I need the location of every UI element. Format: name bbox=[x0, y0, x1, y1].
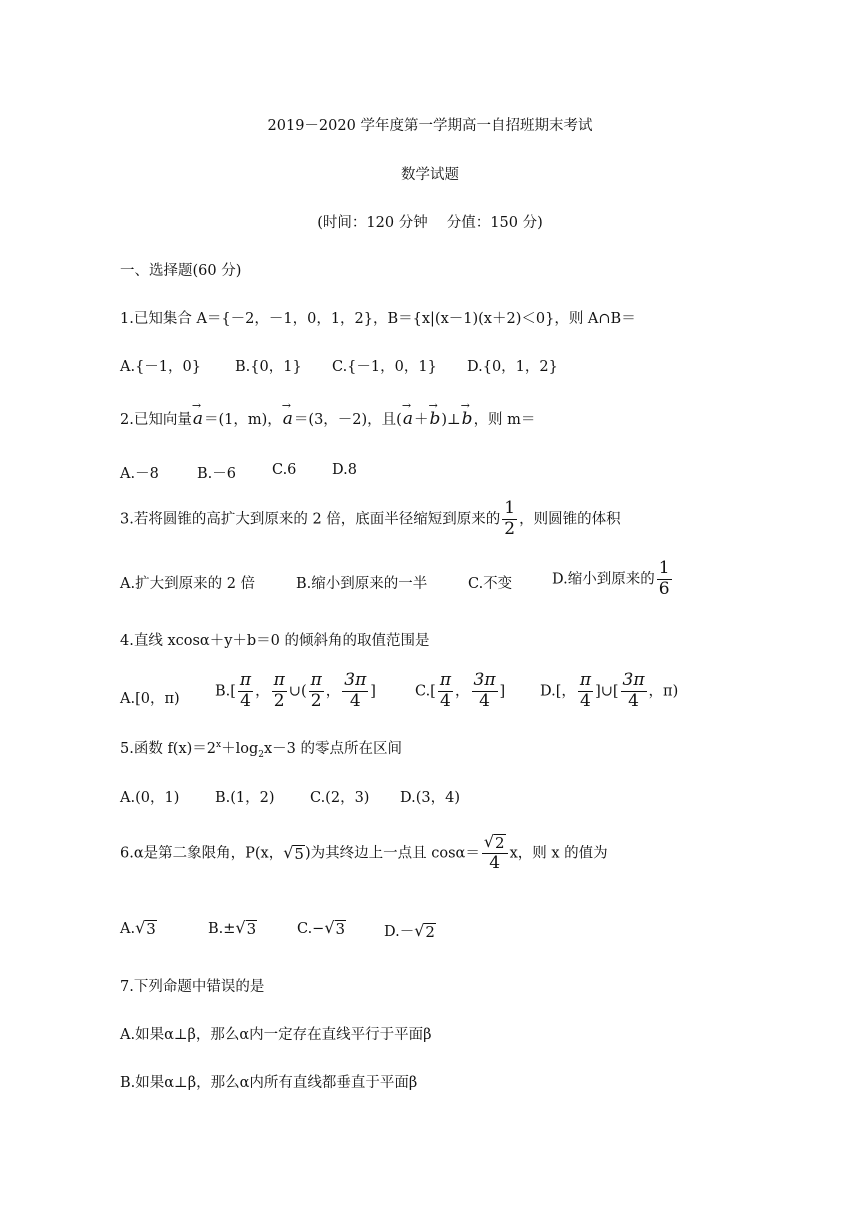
q4b-comma2: ， bbox=[325, 683, 341, 700]
q5-option-a: A.(0，1) bbox=[120, 790, 180, 806]
exam-title: 2019－2020 学年度第一学期高一自招班期末考试 bbox=[267, 118, 593, 134]
q4c-comma: ， bbox=[455, 683, 470, 700]
q6-sqrt5 bbox=[283, 842, 305, 863]
q3-suffix: ，则圆锥的体积 bbox=[519, 511, 621, 528]
q4d-close: ] bbox=[595, 683, 601, 700]
q4c-frac2 bbox=[472, 672, 498, 711]
q3-option-d-text: D.缩小到原来的 bbox=[552, 571, 655, 588]
vector-b: → b bbox=[428, 409, 441, 429]
q6-option-a: A. √ 3 bbox=[120, 918, 156, 938]
q3-option-a bbox=[120, 560, 256, 592]
q4d-close2: ，π) bbox=[648, 683, 679, 700]
question-5 bbox=[120, 737, 402, 760]
q4b-f2-num: π bbox=[273, 670, 285, 690]
q6c-val: 3 bbox=[335, 920, 346, 938]
vector-b-2: → b bbox=[461, 409, 474, 429]
q4b-f1-den: 4 bbox=[240, 690, 251, 711]
q2-option-c: C.6 bbox=[272, 462, 297, 478]
q1-option-d: D.{0，1，2} bbox=[467, 359, 558, 375]
q2-option-d: D.8 bbox=[332, 462, 357, 478]
q4c-f2-den: 4 bbox=[479, 690, 490, 711]
q6a-val: 3 bbox=[146, 920, 156, 938]
q3-frac-num: 1 bbox=[504, 498, 516, 518]
question-7: 7.下列命题中错误的是 bbox=[120, 979, 265, 995]
q4d-pre: D.[， bbox=[540, 683, 576, 700]
question-1: 1.已知集合 A＝{－2，－1，0，1，2}，B＝{x|(x－1)(x＋2)＜0}，则 A∩B＝ bbox=[120, 311, 636, 327]
q2-option-a: A.－8 bbox=[120, 466, 159, 482]
q7-option-a: A.如果α⊥β，那么α内一定存在直线平行于平面β bbox=[120, 1027, 432, 1043]
q4b-frac3 bbox=[309, 672, 324, 711]
q4b-pre: B.[ bbox=[215, 683, 236, 700]
q5-option-c: C.(2，3) bbox=[310, 790, 370, 806]
q6-frac-den: 4 bbox=[489, 853, 501, 874]
q4b-f4-den: 4 bbox=[349, 690, 361, 711]
q6-fraction bbox=[482, 834, 508, 873]
q4d-f2-num: 3π bbox=[622, 670, 645, 690]
q4-option-b bbox=[215, 672, 376, 711]
q4b-comma: ， bbox=[255, 683, 270, 700]
q4b-frac2 bbox=[272, 672, 287, 711]
q3-option-c-text: C.不变 bbox=[468, 576, 513, 592]
q3-fraction bbox=[502, 500, 517, 539]
q6d-label: D.－ bbox=[384, 924, 415, 940]
q6b-label: B.± bbox=[208, 921, 236, 938]
q4c-f1-num: π bbox=[439, 670, 452, 690]
q3-optd-num: 1 bbox=[658, 558, 670, 578]
q3-option-d bbox=[552, 560, 674, 599]
q4b-f4-num: 3π bbox=[344, 670, 367, 690]
q6-frac-num: √ 2 bbox=[482, 834, 508, 854]
q4c-close: ] bbox=[499, 683, 506, 700]
q6-pre: 6.α是第二象限角，P(x， bbox=[120, 845, 284, 862]
radical-sign: √ bbox=[283, 842, 294, 862]
q4d-frac2 bbox=[621, 672, 647, 711]
q4d-f1-num: π bbox=[579, 670, 592, 690]
question-6 bbox=[120, 834, 608, 873]
q5-sup: x bbox=[216, 740, 222, 751]
q4c-f1-den: 4 bbox=[440, 690, 451, 711]
q3-optd-den: 6 bbox=[658, 578, 670, 599]
q5-pre: 5.函数 f(x)＝2 bbox=[120, 741, 217, 757]
q1-option-a: A.{－1，0} bbox=[120, 359, 201, 375]
q6a-label: A. bbox=[120, 921, 136, 938]
q4b-f3-num: π bbox=[310, 670, 322, 690]
q6-frac-num-val: 2 bbox=[495, 834, 505, 852]
q6-mid: )为其终边上一点且 cosα＝ bbox=[304, 845, 480, 862]
q4b-f1-num: π bbox=[239, 670, 252, 690]
q4-option-a bbox=[120, 675, 180, 707]
q4d-frac1 bbox=[578, 672, 593, 711]
q6-post: x，则 x 的值为 bbox=[509, 845, 608, 862]
q6b-val: 3 bbox=[246, 920, 257, 938]
q3-option-d-fraction bbox=[657, 560, 672, 599]
q4-option-d bbox=[540, 672, 678, 711]
q4b-frac1 bbox=[238, 672, 253, 711]
q4c-f2-num: 3π bbox=[473, 670, 496, 690]
q4-option-c bbox=[415, 672, 505, 711]
q5-option-b: B.(1，2) bbox=[215, 790, 275, 806]
q2-seg3: )⊥ bbox=[441, 412, 461, 428]
q4b-frac4 bbox=[342, 672, 368, 711]
q3-option-b bbox=[296, 560, 428, 592]
q2-seg1: ＝(1，m)， bbox=[203, 412, 282, 428]
q6-option-c: C.− √ 3 bbox=[297, 918, 346, 938]
q5-mid: ＋log bbox=[221, 741, 259, 757]
q6c-label: C.− bbox=[297, 921, 325, 938]
q6d-val: 2 bbox=[425, 922, 435, 941]
q2-option-b: B.－6 bbox=[197, 466, 236, 482]
exam-info: (时间：120 分钟 分值：150 分) bbox=[317, 215, 543, 231]
question-3 bbox=[120, 500, 621, 539]
q4b-cup: ∪( bbox=[288, 683, 307, 700]
q4b-close: ] bbox=[370, 683, 376, 700]
q3-frac-den: 2 bbox=[504, 518, 516, 539]
q2-suffix: ，则 m＝ bbox=[473, 412, 536, 428]
q5-option-d: D.(3，4) bbox=[400, 790, 460, 806]
q2-plus: ＋ bbox=[413, 412, 429, 428]
section-heading: 一、选择题(60 分) bbox=[120, 263, 242, 279]
q4c-pre: C.[ bbox=[415, 683, 436, 700]
q6-sqrt5-val: 5 bbox=[294, 844, 304, 863]
vector-a: → a bbox=[192, 409, 204, 429]
q7-option-b: B.如果α⊥β，那么α内所有直线都垂直于平面β bbox=[120, 1075, 418, 1091]
q4b-f2-den: 2 bbox=[273, 690, 285, 711]
q4c-frac1 bbox=[438, 672, 453, 711]
q3-option-c bbox=[468, 560, 513, 592]
q3-option-b-text: B.缩小到原来的一半 bbox=[296, 576, 428, 592]
q2-prefix: 2.已知向量 bbox=[120, 412, 192, 428]
q4d-f1-den: 4 bbox=[580, 690, 591, 711]
q4d-f2-den: 4 bbox=[628, 690, 639, 711]
q4b-f3-den: 2 bbox=[310, 690, 322, 711]
q4d-cup: ∪[ bbox=[600, 683, 619, 700]
q5-post: x－3 的零点所在区间 bbox=[264, 741, 403, 757]
q5-sub: 2 bbox=[258, 749, 264, 760]
q3-text: 3.若将圆锥的高扩大到原来的 2 倍，底面半径缩短到原来的 bbox=[120, 511, 501, 528]
q2-seg2: ＝(3，－2)，且( bbox=[293, 412, 402, 428]
q6-option-b: B.± √ 3 bbox=[208, 918, 257, 938]
q6-option-d: D.－ √ 2 bbox=[384, 920, 435, 941]
subject-title: 数学试题 bbox=[401, 167, 459, 183]
vector-a-2: → a bbox=[282, 409, 294, 429]
q1-option-c: C.{－1，0，1} bbox=[332, 359, 437, 375]
q4-option-a-text: A.[0，π) bbox=[120, 691, 180, 707]
question-4: 4.直线 xcosα＋y＋b＝0 的倾斜角的取值范围是 bbox=[120, 633, 430, 649]
q3-option-a-text: A.扩大到原来的 2 倍 bbox=[120, 576, 256, 592]
q1-option-b: B.{0，1} bbox=[235, 359, 302, 375]
vector-a-3: → a bbox=[402, 409, 414, 429]
question-2 bbox=[120, 408, 535, 429]
